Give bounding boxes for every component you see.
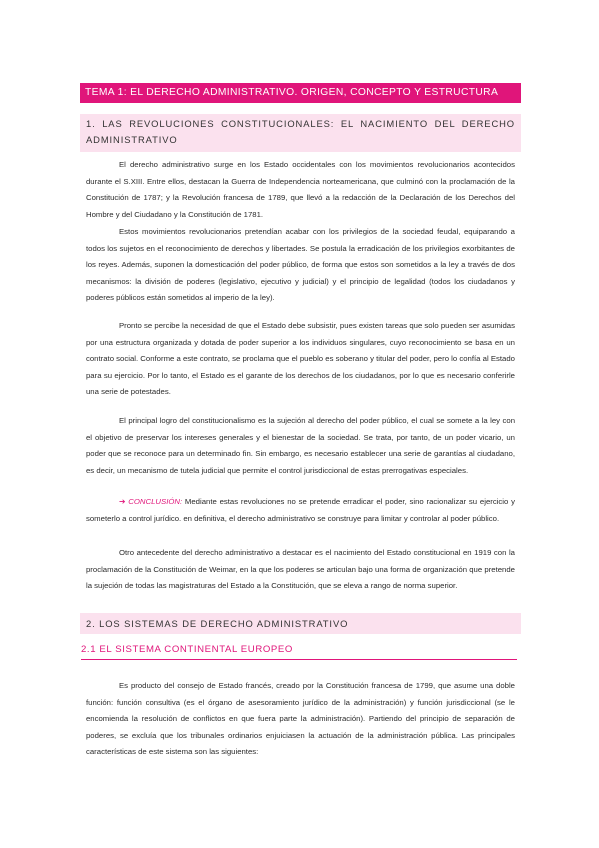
paragraph-3: Pronto se percibe la necesidad de que el Estado debe subsistir, pues existen tareas que solo pueden ser asumidas por una estructura organizada y dotada de poder superior a los individuos singulares, cuyo reconocimiento se basa en un contrato social. Conforme a este contrato, se proclama que el pueblo es soberano y titular del poder, pero lo confía al Estado para su ejercicio. Por lo tanto, el Estado es el garante de los derechos de los ciudadanos, por lo que es necesario conferirle una serie de potestades.	[86, 321, 515, 396]
arrow-icon: ➔	[119, 497, 126, 506]
section-2-heading: 2. LOS SISTEMAS DE DERECHO ADMINISTRATIVO	[80, 613, 521, 634]
conclusion-text: Mediante estas revoluciones no se pretende erradicar el poder, sino racionalizar su ejercicio y someterlo a control jurídico. en definitiva, el derecho administrativo se construye para limitar y controlar al poder público.	[86, 497, 516, 523]
chapter-title-bar: TEMA 1: EL DERECHO ADMINISTRATIVO. ORIGEN, CONCEPTO Y ESTRUCTURA	[80, 83, 521, 103]
conclusion-label: CONCLUSIÓN:	[128, 497, 183, 506]
paragraph-weimar: Otro antecedente del derecho administrativo a destacar es el nacimiento del Estado constitucional en 1919 con la proclamación de la Constitución de Weimar, en la que los poderes se articulan bajo una forma de organización que pretende la sujeción de todas las magistraturas del Estado a la Constitución, que se eleva a rango de norma superior.	[86, 548, 515, 590]
subsection-2-1-heading: 2.1 EL SISTEMA CONTINENTAL EUROPEO	[81, 643, 517, 660]
paragraph-2: Estos movimientos revolucionarios pretendían acabar con los privilegios de la sociedad feudal, equiparando a todos los sujetos en el reconocimiento de derechos y libertades. Se postula la erradicación de los privilegios exorbitantes de los reyes. Además, suponen la domesticación del poder público, de forma que estos son sometidos a la ley a través de dos mecanismos: la división de poderes (legislativo, ejecutivo y judicial) y el principio de legalidad (todos los ciudadanos y poderes públicos están sometidos al imperio de la ley).	[86, 227, 515, 302]
conclusion-paragraph	[86, 494, 515, 527]
paragraph-4: El principal logro del constitucionalismo es la sujeción al derecho del poder público, el cual se somete a la ley con el objetivo de preservar los intereses generales y el bienestar de la sociedad. Se trata, por tanto, de un poder vicario, un poder que se reconoce para un determinado fin. Sin embargo, es necesario establecer una serie de garantías al ciudadano, es decir, un mecanismo de tutela judicial que permite el control jurisdiccional de estas prerrogativas especiales.	[86, 416, 515, 475]
paragraph-1: El derecho administrativo surge en los Estado occidentales con los movimientos revolucionarios acontecidos durante el S.XIII. Entre ellos, destacan la Guerra de Independencia norteamericana, que culminó con la proclamación de la Constitución de 1787; y la Revolución francesa de 1789, que llevó a la redacción de la Declaración de los Derechos del Hombre y del Ciudadano y la Constitución de 1781.	[86, 160, 515, 219]
paragraph-2-1: Es producto del consejo de Estado francés, creado por la Constitución francesa de 1799, que asume una doble función: función consultiva (es el órgano de asesoramiento jurídico de la administración) y función jurisdiccional (se le encomienda la resolución de conflictos en que fuera parte la administración). Partiendo del principio de separación de poderes, se excluía que los tribunales ordinarios enjuiciasen la actuación de la administración pública. Las principales características de este sistema son las siguientes:	[86, 681, 515, 756]
section-1-heading: 1. LAS REVOLUCIONES CONSTITUCIONALES: EL NACIMIENTO DEL DERECHO ADMINISTRATIVO	[80, 114, 521, 152]
